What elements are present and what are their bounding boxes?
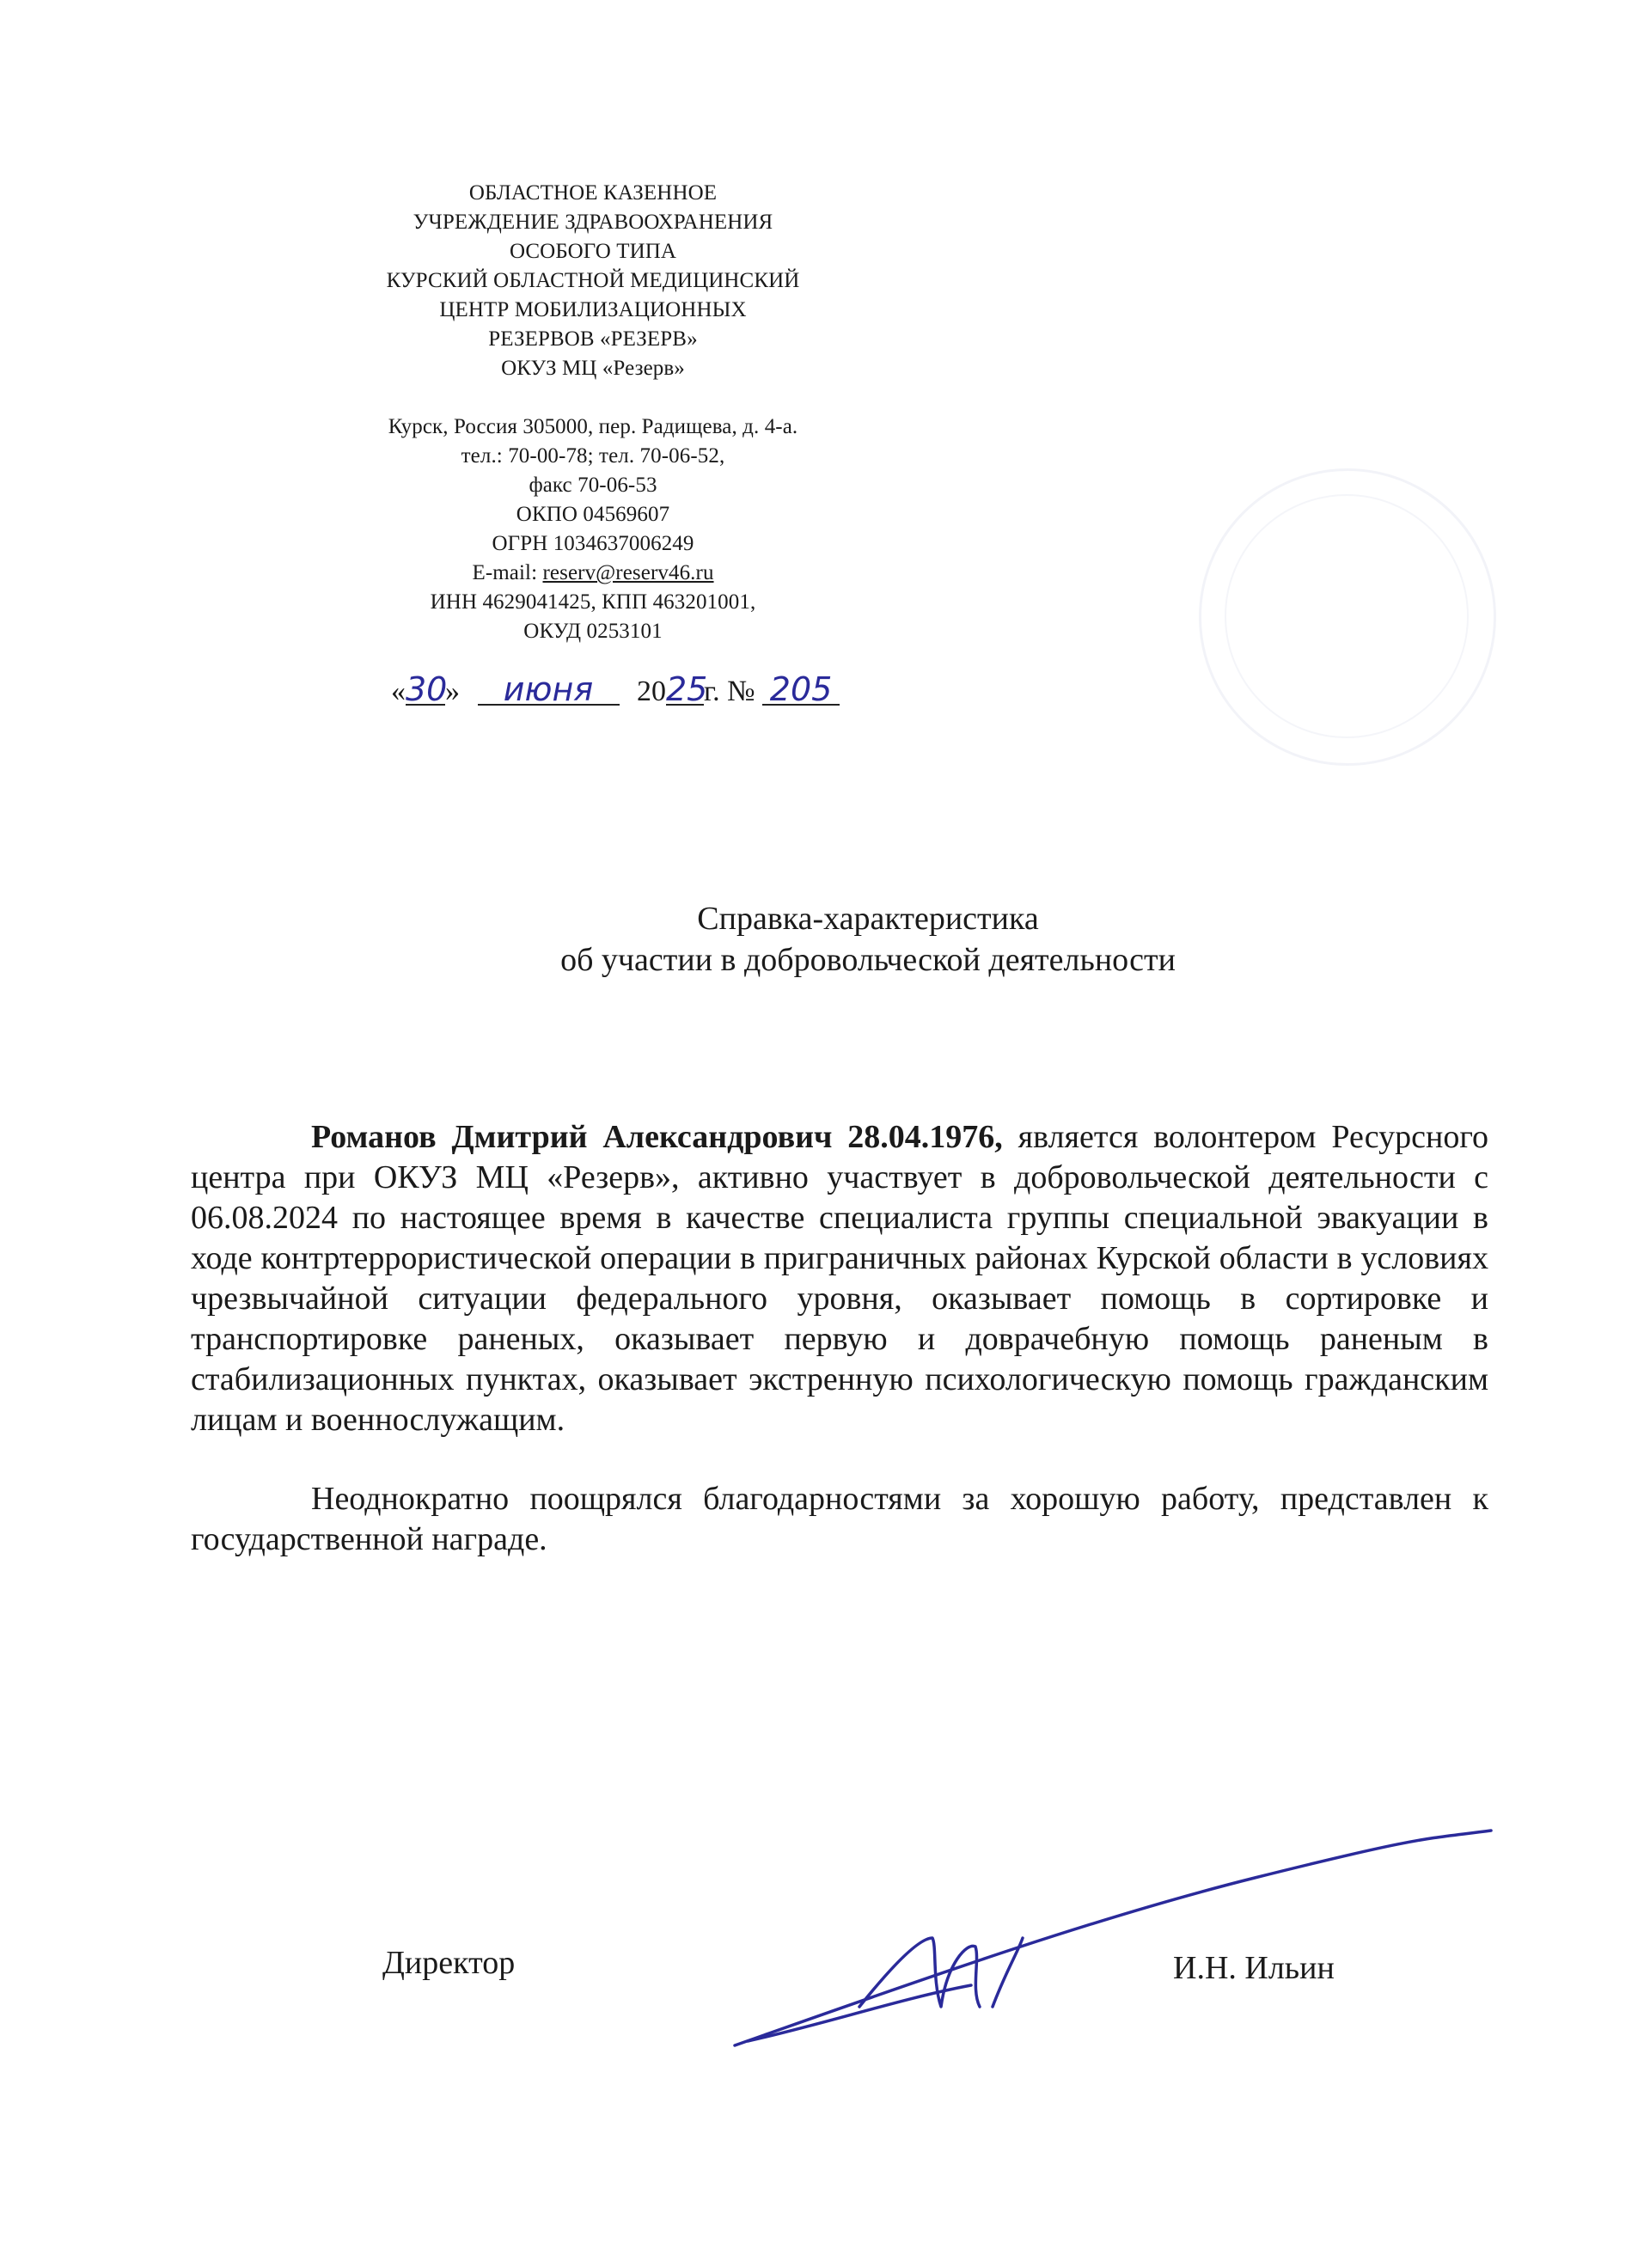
- faded-stamp-inner-outline: [1225, 494, 1469, 738]
- body-paragraph-2: Неоднократно поощрялся благодарностями за хорошую работу, представлен к государственной награде.: [191, 1481, 1488, 1557]
- date-month: июня: [478, 675, 620, 706]
- signature-stroke: [735, 1831, 1491, 2045]
- quote-close: »: [445, 676, 460, 707]
- body-paragraph-1: [191, 1117, 1488, 1440]
- header-line: ОБЛАСТНОЕ КАЗЕННОЕ: [468, 181, 718, 205]
- date-day: 30: [406, 670, 448, 708]
- email-link[interactable]: reserv@reserv46.ru: [542, 561, 714, 584]
- signature-stroke: [993, 1938, 1023, 2007]
- title-line-1: Справка-характеристика: [697, 901, 1039, 937]
- ogrn-line: ОГРН 1034637006249: [492, 532, 694, 555]
- header-line: ОСОБОГО ТИПА: [509, 240, 677, 263]
- paragraph-1-text: является волонтером Ресурсного центра при ОКУЗ МЦ «Резерв», активно участвует в добровольческой деятельности с 06.08.2024 по настоящее время в качестве специалиста группы специальной эвакуации в ходе контртеррористической операции в приграничных районах Курской области в условиях чрезвычайной ситуации федерального уровня, оказывает помощь в сортировке и транспортировке раненых, оказывает первую и доврачебную помощь раненым в стабилизационных пунктах, оказывает экстренную психологическую помощь гражданским лицам и военнослужащим.: [191, 1119, 1488, 1438]
- okpo-line: ОКПО 04569607: [516, 503, 670, 526]
- quote-open: «: [391, 676, 406, 707]
- header-line: ЦЕНТР МОБИЛИЗАЦИОННЫХ: [439, 298, 747, 321]
- header-line: УЧРЕЖДЕНИЕ ЗДРАВООХРАНЕНИЯ: [412, 211, 773, 234]
- header-line: КУРСКИЙ ОБЛАСТНОЙ МЕДИЦИНСКИЙ: [386, 269, 800, 292]
- year-suffix: 25: [666, 670, 708, 708]
- header-line: ОКУЗ МЦ «Резерв»: [501, 357, 685, 380]
- okud-line: ОКУД 0253101: [523, 620, 663, 643]
- year-unit: г. №: [704, 676, 755, 707]
- title-line-2: об участии в добровольческой деятельности: [560, 942, 1176, 978]
- address-line: Курск, Россия 305000, пер. Радищева, д. 4-а.: [388, 415, 798, 438]
- signatory-position: Директор: [382, 1945, 516, 1981]
- document-date-number: [391, 670, 840, 708]
- document-number: 205: [762, 675, 840, 706]
- phone-line: тел.: 70-00-78; тел. 70-06-52,: [461, 444, 725, 468]
- signatory-name: И.Н. Ильин: [1173, 1950, 1335, 1986]
- handwritten-signature: [722, 1792, 1495, 2067]
- inn-kpp-line: ИНН 4629041425, КПП 463201001,: [430, 590, 756, 614]
- person-name-dob: Романов Дмитрий Александрович 28.04.1976,: [311, 1119, 1003, 1155]
- header-line: РЕЗЕРВОВ «РЕЗЕРВ»: [488, 327, 698, 351]
- email-line: [331, 559, 855, 588]
- email-label: E-mail:: [472, 561, 538, 584]
- year-prefix: 20: [637, 676, 666, 707]
- document-title: [481, 898, 1255, 981]
- fax-line: факс 70-06-53: [529, 474, 657, 497]
- document-body: [191, 1117, 1488, 1560]
- organization-header: [331, 179, 855, 646]
